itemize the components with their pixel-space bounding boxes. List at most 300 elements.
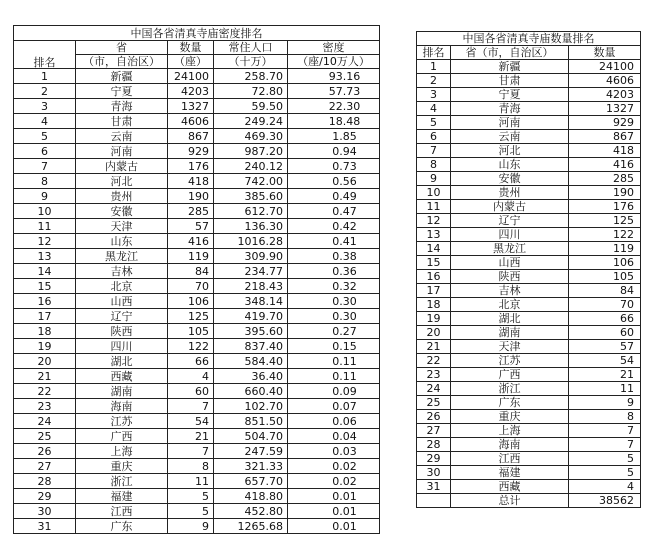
rank-cell: 3 [417, 88, 451, 102]
province-cell: 福建 [451, 466, 569, 480]
province-cell: 山东 [451, 158, 569, 172]
population-cell: 321.33 [214, 459, 288, 474]
province-cell: 广西 [76, 429, 168, 444]
province-cell: 辽宁 [76, 309, 168, 324]
count-cell: 190 [569, 186, 641, 200]
rank-cell: 26 [417, 410, 451, 424]
count-cell: 416 [168, 234, 214, 249]
count-cell: 8 [168, 459, 214, 474]
province-cell: 浙江 [76, 474, 168, 489]
count-cell: 11 [569, 382, 641, 396]
table-row [14, 84, 380, 99]
province-cell: 西藏 [76, 369, 168, 384]
table-row [14, 234, 380, 249]
count-cell: 122 [168, 339, 214, 354]
rank-cell: 17 [417, 284, 451, 298]
province-cell: 宁夏 [451, 88, 569, 102]
table-row [14, 444, 380, 459]
rank-cell: 16 [14, 294, 76, 309]
population-cell: 72.80 [214, 84, 288, 99]
table-row [417, 74, 641, 88]
density-cell: 0.04 [288, 429, 380, 444]
count-cell: 54 [168, 414, 214, 429]
province-cell: 黑龙江 [451, 242, 569, 256]
rank-cell: 18 [417, 298, 451, 312]
table-row [14, 339, 380, 354]
rank-cell: 27 [417, 424, 451, 438]
count-cell: 66 [569, 312, 641, 326]
population-cell: 1265.68 [214, 519, 288, 534]
density-cell: 0.09 [288, 384, 380, 399]
table-row [417, 452, 641, 466]
density-cell: 0.36 [288, 264, 380, 279]
rank-cell: 24 [417, 382, 451, 396]
count-cell: 9 [569, 396, 641, 410]
rank-cell: 16 [417, 270, 451, 284]
province-cell: 天津 [451, 340, 569, 354]
population-cell: 395.60 [214, 324, 288, 339]
province-cell: 河北 [451, 144, 569, 158]
table-row [417, 368, 641, 382]
count-cell: 4 [168, 369, 214, 384]
density-cell: 0.30 [288, 294, 380, 309]
rank-cell: 7 [417, 144, 451, 158]
density-cell: 0.01 [288, 489, 380, 504]
count-cell: 57 [168, 219, 214, 234]
population-cell: 234.77 [214, 264, 288, 279]
density-cell: 0.73 [288, 159, 380, 174]
province-header-sub: （市，自治区） [76, 55, 168, 69]
density-ranking-table [13, 25, 380, 534]
table-row [417, 242, 641, 256]
population-cell: 660.40 [214, 384, 288, 399]
table-row [14, 159, 380, 174]
province-header: 省（市，自治区） [451, 46, 569, 60]
province-cell: 河北 [76, 174, 168, 189]
table-row [417, 116, 641, 130]
population-cell: 36.40 [214, 369, 288, 384]
table-row [14, 399, 380, 414]
table-row [14, 99, 380, 114]
table-row [14, 459, 380, 474]
province-cell: 江苏 [76, 414, 168, 429]
density-header: 密度 [288, 41, 380, 55]
rank-cell: 8 [14, 174, 76, 189]
rank-cell: 10 [14, 204, 76, 219]
rank-cell: 30 [417, 466, 451, 480]
rank-cell: 5 [417, 116, 451, 130]
table-row [417, 228, 641, 242]
population-cell: 102.70 [214, 399, 288, 414]
table-row [14, 309, 380, 324]
rank-cell: 20 [14, 354, 76, 369]
population-cell: 309.90 [214, 249, 288, 264]
count-cell: 125 [168, 309, 214, 324]
count-cell: 1327 [168, 99, 214, 114]
total-row [417, 494, 641, 508]
count-cell: 57 [569, 340, 641, 354]
province-cell: 甘肃 [451, 74, 569, 88]
density-cell: 93.16 [288, 69, 380, 84]
province-cell: 浙江 [451, 382, 569, 396]
count-cell: 8 [569, 410, 641, 424]
rank-cell: 31 [14, 519, 76, 534]
rank-cell: 20 [417, 326, 451, 340]
rank-cell: 2 [417, 74, 451, 88]
density-cell: 0.15 [288, 339, 380, 354]
count-cell: 21 [569, 368, 641, 382]
table-row [417, 102, 641, 116]
population-cell: 469.30 [214, 129, 288, 144]
rank-cell: 7 [14, 159, 76, 174]
population-cell: 742.00 [214, 174, 288, 189]
province-cell: 北京 [76, 279, 168, 294]
count-cell: 60 [168, 384, 214, 399]
density-cell: 0.11 [288, 354, 380, 369]
table-row [14, 429, 380, 444]
table-row [417, 326, 641, 340]
province-cell: 青海 [76, 99, 168, 114]
count-cell: 176 [168, 159, 214, 174]
table-row [14, 144, 380, 159]
province-cell: 江西 [451, 452, 569, 466]
rank-cell: 11 [14, 219, 76, 234]
count-cell: 5 [168, 504, 214, 519]
table-row [14, 324, 380, 339]
province-cell: 吉林 [451, 284, 569, 298]
table-row [14, 384, 380, 399]
count-cell: 5 [168, 489, 214, 504]
rank-cell: 4 [417, 102, 451, 116]
count-cell: 7 [168, 399, 214, 414]
rank-header: 排名 [417, 46, 451, 60]
province-cell: 海南 [76, 399, 168, 414]
count-cell: 5 [569, 452, 641, 466]
density-table-body [14, 69, 380, 534]
rank-cell: 29 [417, 452, 451, 466]
total-label: 总计 [451, 494, 569, 508]
table-row [417, 130, 641, 144]
density-cell: 22.30 [288, 99, 380, 114]
province-cell: 福建 [76, 489, 168, 504]
table-row [14, 69, 380, 84]
count-cell: 66 [168, 354, 214, 369]
table-row [417, 396, 641, 410]
province-cell: 河南 [451, 116, 569, 130]
table-row [417, 438, 641, 452]
count-cell: 1327 [569, 102, 641, 116]
table-row [417, 284, 641, 298]
rank-cell: 21 [417, 340, 451, 354]
density-cell: 0.49 [288, 189, 380, 204]
table-row [417, 312, 641, 326]
province-cell: 山西 [451, 256, 569, 270]
rank-cell: 28 [14, 474, 76, 489]
rank-cell: 14 [14, 264, 76, 279]
population-cell: 419.70 [214, 309, 288, 324]
population-cell: 258.70 [214, 69, 288, 84]
province-cell: 重庆 [76, 459, 168, 474]
rank-cell: 4 [14, 114, 76, 129]
rank-cell: 5 [14, 129, 76, 144]
table-row [14, 114, 380, 129]
density-cell: 0.38 [288, 249, 380, 264]
count-cell: 418 [168, 174, 214, 189]
population-cell: 987.20 [214, 144, 288, 159]
province-cell: 湖南 [76, 384, 168, 399]
population-cell: 504.70 [214, 429, 288, 444]
province-cell: 湖北 [76, 354, 168, 369]
province-cell: 新疆 [451, 60, 569, 74]
density-table-title: 中国各省清真寺庙密度排名 [14, 26, 380, 41]
rank-cell: 11 [417, 200, 451, 214]
rank-cell: 1 [14, 69, 76, 84]
province-cell: 安徽 [76, 204, 168, 219]
table-row [14, 129, 380, 144]
population-cell: 837.40 [214, 339, 288, 354]
table-row [417, 144, 641, 158]
count-cell: 60 [569, 326, 641, 340]
rank-cell: 23 [14, 399, 76, 414]
count-cell: 105 [168, 324, 214, 339]
count-cell: 11 [168, 474, 214, 489]
table-row [417, 424, 641, 438]
count-cell: 7 [168, 444, 214, 459]
table-row [14, 189, 380, 204]
count-cell: 929 [168, 144, 214, 159]
rank-cell: 23 [417, 368, 451, 382]
count-header: 数量 [168, 41, 214, 55]
population-cell: 247.59 [214, 444, 288, 459]
province-cell: 云南 [76, 129, 168, 144]
rank-cell: 3 [14, 99, 76, 114]
count-cell: 119 [569, 242, 641, 256]
density-cell: 57.73 [288, 84, 380, 99]
population-cell: 584.40 [214, 354, 288, 369]
count-cell: 9 [168, 519, 214, 534]
table-row [417, 340, 641, 354]
count-cell: 4 [569, 480, 641, 494]
count-cell: 70 [569, 298, 641, 312]
count-cell: 7 [569, 424, 641, 438]
count-table-body [417, 60, 641, 494]
table-row [417, 270, 641, 284]
table-row [417, 158, 641, 172]
table-row [14, 249, 380, 264]
population-cell: 418.80 [214, 489, 288, 504]
count-cell: 54 [569, 354, 641, 368]
province-cell: 山西 [76, 294, 168, 309]
rank-cell: 12 [417, 214, 451, 228]
rank-cell: 30 [14, 504, 76, 519]
count-cell: 122 [569, 228, 641, 242]
count-cell: 106 [168, 294, 214, 309]
table-row [417, 88, 641, 102]
province-cell: 西藏 [451, 480, 569, 494]
density-cell: 18.48 [288, 114, 380, 129]
table-row [14, 294, 380, 309]
density-cell: 0.47 [288, 204, 380, 219]
count-cell: 4606 [569, 74, 641, 88]
rank-cell: 9 [417, 172, 451, 186]
rank-cell: 6 [14, 144, 76, 159]
rank-cell: 24 [14, 414, 76, 429]
province-cell: 陕西 [76, 324, 168, 339]
population-cell: 218.43 [214, 279, 288, 294]
table-row [417, 172, 641, 186]
count-cell: 867 [569, 130, 641, 144]
table-row [14, 414, 380, 429]
population-cell: 249.24 [214, 114, 288, 129]
table-row [417, 200, 641, 214]
rank-cell: 1 [417, 60, 451, 74]
rank-cell: 15 [14, 279, 76, 294]
density-cell: 0.94 [288, 144, 380, 159]
province-cell: 青海 [451, 102, 569, 116]
rank-cell: 6 [417, 130, 451, 144]
density-cell: 0.41 [288, 234, 380, 249]
province-cell: 内蒙古 [76, 159, 168, 174]
table-row [417, 480, 641, 494]
count-cell: 190 [168, 189, 214, 204]
population-header-sub: （十万） [214, 55, 288, 69]
count-cell: 285 [569, 172, 641, 186]
rank-cell: 13 [417, 228, 451, 242]
table-row [417, 186, 641, 200]
count-cell: 4203 [569, 88, 641, 102]
table-row [14, 519, 380, 534]
count-cell: 7 [569, 438, 641, 452]
density-cell: 0.42 [288, 219, 380, 234]
province-cell: 天津 [76, 219, 168, 234]
density-cell: 0.32 [288, 279, 380, 294]
rank-cell: 29 [14, 489, 76, 504]
rank-cell: 26 [14, 444, 76, 459]
table-row [14, 219, 380, 234]
density-cell: 0.30 [288, 309, 380, 324]
density-header-sub: （座/10万人） [288, 55, 380, 69]
rank-cell: 15 [417, 256, 451, 270]
count-cell: 929 [569, 116, 641, 130]
rank-cell: 17 [14, 309, 76, 324]
province-cell: 江西 [76, 504, 168, 519]
province-cell: 新疆 [76, 69, 168, 84]
count-cell: 867 [168, 129, 214, 144]
count-cell: 418 [569, 144, 641, 158]
count-cell: 106 [569, 256, 641, 270]
province-cell: 江苏 [451, 354, 569, 368]
rank-cell: 21 [14, 369, 76, 384]
province-cell: 湖北 [451, 312, 569, 326]
province-cell: 内蒙古 [451, 200, 569, 214]
density-cell: 0.06 [288, 414, 380, 429]
table-row [417, 256, 641, 270]
count-cell: 24100 [168, 69, 214, 84]
count-cell: 84 [569, 284, 641, 298]
count-cell: 24100 [569, 60, 641, 74]
count-header: 数量 [569, 46, 641, 60]
count-cell: 4606 [168, 114, 214, 129]
province-cell: 上海 [76, 444, 168, 459]
density-cell: 0.02 [288, 474, 380, 489]
density-cell: 0.11 [288, 369, 380, 384]
rank-cell: 18 [14, 324, 76, 339]
province-cell: 云南 [451, 130, 569, 144]
table-row [417, 60, 641, 74]
table-row [14, 279, 380, 294]
rank-cell: 2 [14, 84, 76, 99]
rank-cell: 25 [14, 429, 76, 444]
table-row [417, 298, 641, 312]
count-cell: 21 [168, 429, 214, 444]
province-cell: 宁夏 [76, 84, 168, 99]
rank-cell: 22 [417, 354, 451, 368]
rank-cell: 25 [417, 396, 451, 410]
rank-cell: 19 [14, 339, 76, 354]
table-row [417, 466, 641, 480]
table-row [417, 410, 641, 424]
province-cell: 安徽 [451, 172, 569, 186]
table-row [14, 474, 380, 489]
province-cell: 上海 [451, 424, 569, 438]
rank-cell: 27 [14, 459, 76, 474]
rank-cell: 31 [417, 480, 451, 494]
province-cell: 甘肃 [76, 114, 168, 129]
population-cell: 385.60 [214, 189, 288, 204]
rank-cell: 9 [14, 189, 76, 204]
count-header-sub: （座） [168, 55, 214, 69]
province-cell: 黑龙江 [76, 249, 168, 264]
rank-cell: 13 [14, 249, 76, 264]
province-cell: 陕西 [451, 270, 569, 284]
population-cell: 59.50 [214, 99, 288, 114]
province-cell: 北京 [451, 298, 569, 312]
table-row [417, 354, 641, 368]
rank-cell: 12 [14, 234, 76, 249]
count-cell: 416 [569, 158, 641, 172]
count-cell: 4203 [168, 84, 214, 99]
table-row [14, 504, 380, 519]
population-cell: 452.80 [214, 504, 288, 519]
count-cell: 119 [168, 249, 214, 264]
rank-cell: 19 [417, 312, 451, 326]
population-header: 常住人口 [214, 41, 288, 55]
province-cell: 湖南 [451, 326, 569, 340]
density-cell: 0.02 [288, 459, 380, 474]
density-cell: 0.07 [288, 399, 380, 414]
table-row [14, 354, 380, 369]
count-cell: 5 [569, 466, 641, 480]
province-cell: 山东 [76, 234, 168, 249]
rank-cell: 22 [14, 384, 76, 399]
province-cell: 辽宁 [451, 214, 569, 228]
table-row [14, 264, 380, 279]
province-cell: 广东 [76, 519, 168, 534]
population-cell: 136.30 [214, 219, 288, 234]
density-cell: 0.56 [288, 174, 380, 189]
province-cell: 广东 [451, 396, 569, 410]
table-row [14, 204, 380, 219]
population-cell: 348.14 [214, 294, 288, 309]
rank-cell: 14 [417, 242, 451, 256]
table-row [417, 382, 641, 396]
density-cell: 1.85 [288, 129, 380, 144]
count-cell: 285 [168, 204, 214, 219]
density-cell: 0.27 [288, 324, 380, 339]
density-cell: 0.01 [288, 504, 380, 519]
province-header: 省 [76, 41, 168, 55]
table-row [417, 214, 641, 228]
